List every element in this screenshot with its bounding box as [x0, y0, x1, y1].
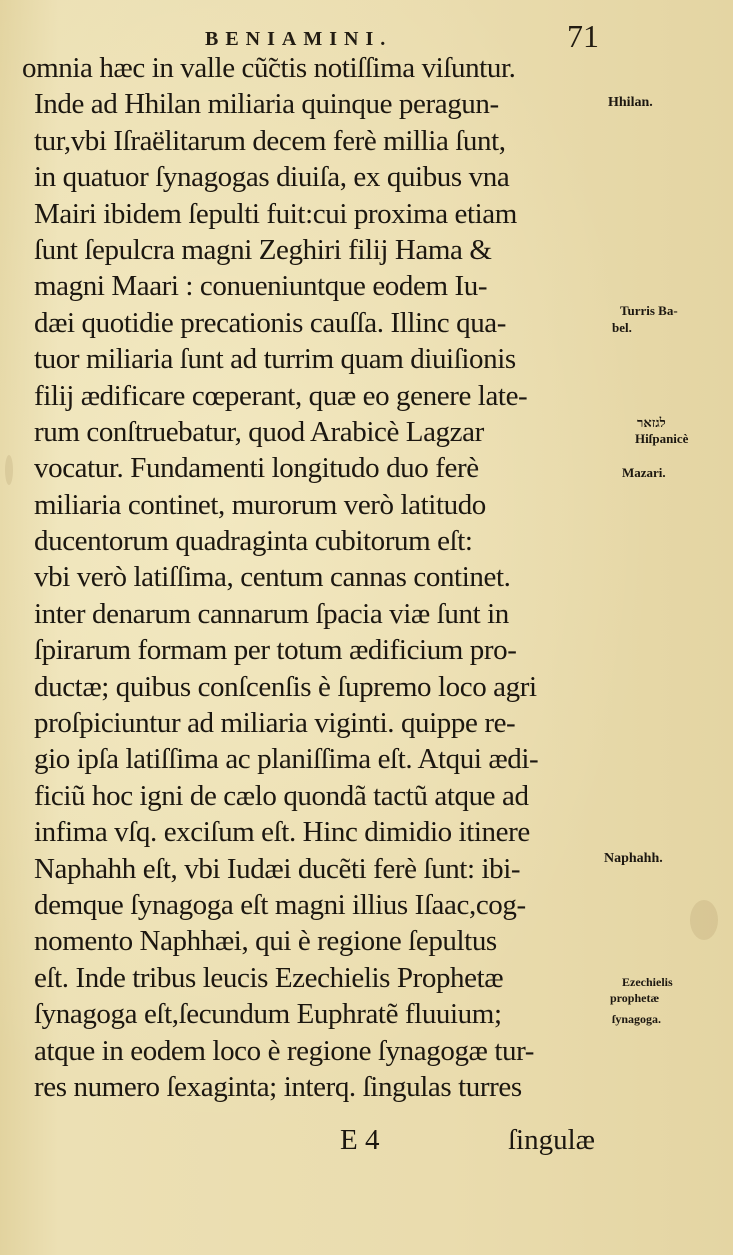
marginal-note-mazari: Mazari.	[622, 465, 666, 480]
direction-line	[0, 1120, 733, 1160]
text-line: ſunt ſepulcra magni Zeghiri filij Hama &	[34, 233, 492, 266]
text-line: gio ipſa latiſſima ac planiſſima eſt. Atqui ædi-	[34, 743, 539, 776]
page-number: 71	[567, 18, 599, 54]
text-line: vocatur. Fundamenti longitudo duo ferè	[34, 452, 479, 485]
text-line: atque in eodem loco è regione ſynagogæ tur-	[34, 1034, 535, 1067]
paper-stain	[690, 900, 718, 940]
body-text	[22, 50, 622, 1105]
text-line: in quatuor ſynagogas diuiſa, ex quibus vna	[34, 161, 510, 194]
text-line: Naphahh eſt, vbi Iudæi ducẽti ferè ſunt: ibi-	[34, 852, 521, 885]
text-line: eſt. Inde tribus leucis Ezechielis Prophetæ	[34, 961, 504, 994]
text-line: omnia hæc in valle cũ̃ctis notiſſima viſuntur.	[22, 52, 516, 84]
running-title: BENIAMINI.	[205, 28, 393, 50]
marginal-note-synagoga: ſynagoga.	[612, 1012, 662, 1026]
marginal-note-hispanice: Hiſpanicè	[635, 431, 689, 446]
marginal-note-hebrew: לגזאר	[637, 415, 666, 430]
marginal-note-hhilan: Hhilan.	[608, 95, 653, 110]
marginal-note-ezechielis: Ezechielis	[622, 975, 673, 989]
text-line: miliaria continet, murorum verò latitudo	[34, 488, 486, 521]
text-line: nomento Naphhæi, qui è regione ſepultus	[34, 925, 497, 958]
marginal-note-turris-babel-2: bel.	[612, 320, 632, 335]
catchword: ſingulæ	[508, 1124, 596, 1156]
marginal-note-naphahh: Naphahh.	[604, 851, 663, 866]
text-line: ſpirarum formam per totum ædificium pro-	[34, 634, 517, 667]
text-line: ficiũ hoc igni de cælo quondã tactũ atque ad	[34, 779, 529, 812]
text-line: inter denarum cannarum ſpacia viæ ſunt in	[34, 597, 509, 630]
text-line: dæi quotidie precationis cauſſa. Illinc qua-	[34, 306, 507, 339]
text-line: vbi verò latiſſima, centum cannas continet.	[34, 561, 511, 594]
text-line: Mairi ibidem ſepulti fuit:cui proxima etiam	[34, 197, 517, 230]
text-line: ducentorum quadraginta cubitorum eſt:	[34, 525, 473, 558]
text-line: ductæ; quibus conſcenſis è ſupremo loco agri	[34, 670, 537, 703]
text-line: infima vſq. exciſum eſt. Hinc dimidio itinere	[34, 816, 530, 849]
text-line: tuor miliaria ſunt ad turrim quam diuiſionis	[34, 343, 516, 376]
text-line: proſpiciuntur ad miliaria viginti. quippe re-	[34, 707, 516, 740]
text-line: res numero ſexaginta; interq. ſingulas turres	[34, 1070, 522, 1103]
marginal-note-turris-babel: Turris Ba-	[620, 303, 678, 318]
text-line: tur,vbi Iſraëlitarum decem ferè millia ſunt,	[34, 124, 506, 157]
paper-stain	[5, 455, 13, 485]
text-line: Inde ad Hhilan miliaria quinque peragun-	[34, 88, 499, 121]
text-line: rum conſtruebatur, quod Arabicè Lagzar	[34, 415, 484, 448]
text-line: ſynagoga eſt,ſecundum Euphratẽ fluuium;	[34, 998, 502, 1031]
text-line: magni Maari : conueniuntque eodem Iu-	[34, 270, 488, 303]
signature-mark: E 4	[340, 1124, 380, 1156]
text-line: filij ædificare cœperant, quæ eo genere late-	[34, 379, 528, 412]
text-line: demque ſynagoga eſt magni illius Iſaac,cog-	[34, 888, 526, 921]
marginal-note-prophetae: prophetæ	[610, 991, 660, 1005]
